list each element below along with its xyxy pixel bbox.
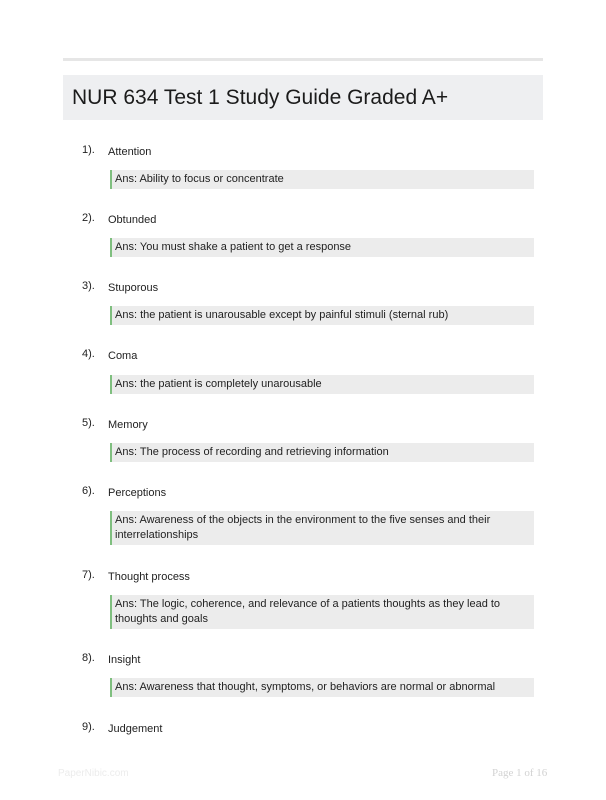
page-number: Page 1 of 16 <box>492 767 548 779</box>
question-text: Coma <box>108 350 138 362</box>
question-text: Attention <box>108 146 152 158</box>
question-text: Insight <box>108 654 141 666</box>
question-text: Obtunded <box>108 214 157 226</box>
answer-box: Ans: Awareness that thought, symptoms, or behaviors are normal or abnormal <box>110 678 534 697</box>
question-number: 5). <box>82 417 95 429</box>
question-number: 3). <box>82 280 95 292</box>
top-divider <box>63 58 543 61</box>
answer-box: Ans: Awareness of the objects in the environment to the five senses and their interrelationships <box>110 511 534 545</box>
question-number: 7). <box>82 569 95 581</box>
question-text: Stuporous <box>108 282 159 294</box>
question-number: 9). <box>82 721 95 733</box>
question-number: 6). <box>82 485 95 497</box>
title-banner <box>63 75 543 120</box>
question-text: Judgement <box>108 723 163 735</box>
document-title: NUR 634 Test 1 Study Guide Graded A+ <box>72 86 449 109</box>
answer-box: Ans: The process of recording and retrieving information <box>110 443 534 462</box>
question-number: 4). <box>82 348 95 360</box>
answer-box: Ans: You must shake a patient to get a response <box>110 238 534 257</box>
question-text: Memory <box>108 419 148 431</box>
answer-box: Ans: the patient is completely unarousable <box>110 375 534 394</box>
question-number: 1). <box>82 144 95 156</box>
question-text: Perceptions <box>108 487 167 499</box>
question-number: 2). <box>82 212 95 224</box>
watermark: PaperNibic.com <box>58 768 129 779</box>
answer-box: Ans: The logic, coherence, and relevance of a patients thoughts as they lead to thoughts and goals <box>110 595 534 629</box>
answer-box: Ans: Ability to focus or concentrate <box>110 170 534 189</box>
question-text: Thought process <box>108 571 190 583</box>
answer-box: Ans: the patient is unarousable except by painful stimuli (sternal rub) <box>110 306 534 325</box>
question-number: 8). <box>82 652 95 664</box>
